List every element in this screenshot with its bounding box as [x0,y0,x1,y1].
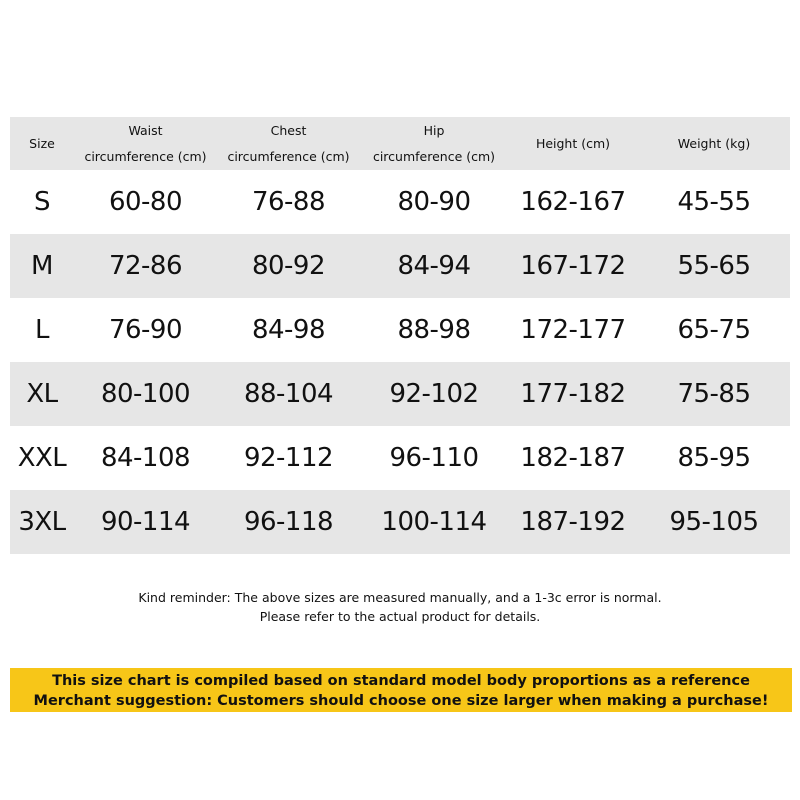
header-size-label: Size [29,135,55,151]
cell-hip: 92-102 [389,379,479,409]
header-size [10,131,74,157]
size-chart-table [10,117,790,554]
cell-chest: 76-88 [251,187,326,217]
cell-hip: 84-94 [397,251,471,281]
header-chest-line2: circumference (cm) [227,148,350,164]
cell-waist: 72-86 [108,251,183,281]
table-header-row [10,117,790,170]
header-weight-label: Weight (kg) [677,135,751,151]
header-waist-line2: circumference (cm) [84,148,207,164]
header-waist-line1: Waist [128,122,163,138]
header-height-label: Height (cm) [535,135,611,151]
table-row-s [10,170,790,234]
cell-height: 167-172 [520,251,626,281]
cell-weight: 95-105 [669,507,759,537]
cell-height: 162-167 [520,187,626,217]
cell-hip: 96-110 [389,443,479,473]
cell-waist: 80-100 [100,379,191,409]
header-height [508,131,638,157]
cell-size: L [35,315,49,345]
cell-waist: 76-90 [108,315,183,345]
cell-chest: 80-92 [251,251,326,281]
cell-hip: 100-114 [381,507,487,537]
banner-line-2: Merchant suggestion: Customers should choose one size larger when making a purchase! [33,693,769,709]
table-row-l [10,298,790,362]
cell-weight: 65-75 [677,315,751,345]
header-hip [360,118,508,170]
table-row-xxl [10,426,790,490]
header-waist [74,118,217,170]
cell-hip: 88-98 [397,315,471,345]
cell-size: 3XL [18,507,66,537]
cell-weight: 75-85 [677,379,751,409]
banner-line-1: This size chart is compiled based on standard model body proportions as a reference [52,673,750,689]
cell-waist: 84-108 [100,443,191,473]
cell-chest: 92-112 [243,443,334,473]
header-hip-line1: Hip [423,122,445,138]
cell-size: S [33,187,50,217]
cell-weight: 45-55 [677,187,751,217]
cell-size: XL [26,379,58,409]
cell-size: M [31,251,53,281]
cell-size: XXL [17,443,67,473]
cell-waist: 60-80 [108,187,183,217]
header-chest-line1: Chest [270,122,307,138]
cell-height: 187-192 [520,507,626,537]
header-hip-line2: circumference (cm) [372,148,496,164]
cell-weight: 55-65 [677,251,751,281]
cell-chest: 84-98 [251,315,326,345]
merchant-suggestion-banner [10,668,792,712]
table-row-3xl [10,490,790,554]
kind-reminder-note [0,588,800,626]
cell-waist: 90-114 [100,507,191,537]
cell-height: 177-182 [520,379,626,409]
cell-chest: 96-118 [243,507,334,537]
cell-height: 172-177 [520,315,626,345]
reminder-line-2: Please refer to the actual product for details. [259,609,541,624]
reminder-line-1: Kind reminder: The above sizes are measured manually, and a 1-3c error is normal. [138,590,662,605]
cell-height: 182-187 [520,443,626,473]
cell-chest: 88-104 [243,379,334,409]
cell-hip: 80-90 [397,187,471,217]
table-row-xl [10,362,790,426]
header-chest [217,118,360,170]
header-weight [638,131,790,157]
table-row-m [10,234,790,298]
cell-weight: 85-95 [677,443,751,473]
